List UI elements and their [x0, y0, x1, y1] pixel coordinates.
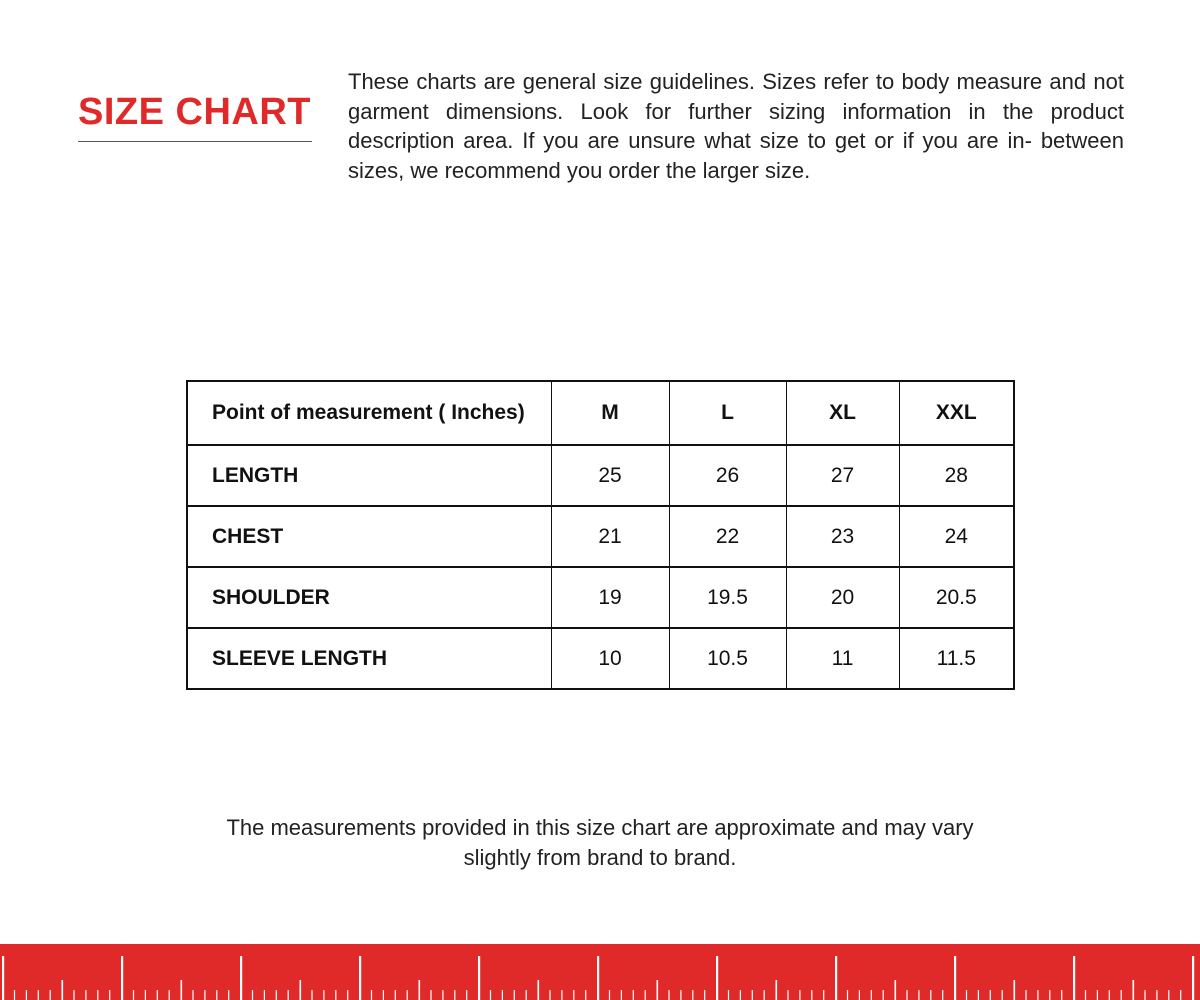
table-cell: 25: [551, 445, 669, 506]
title-underline: [78, 141, 312, 142]
ruler-tick: [657, 980, 659, 1000]
table-cell: 11.5: [899, 628, 1014, 689]
table-row: [187, 445, 1014, 506]
column-header-size-m: M: [551, 381, 669, 445]
ruler-tick: [1121, 990, 1122, 1000]
ruler-tick: [645, 990, 646, 1000]
ruler-tick: [109, 990, 110, 1000]
ruler-tick: [228, 990, 229, 1000]
ruler-tick: [847, 990, 848, 1000]
ruler-tick: [157, 990, 158, 1000]
ruler-tick: [942, 990, 943, 1000]
size-table: [186, 380, 1015, 690]
row-label: SLEEVE LENGTH: [187, 628, 551, 689]
ruler-tick: [395, 990, 396, 1000]
table-cell: 10.5: [669, 628, 786, 689]
ruler-tick: [561, 990, 562, 1000]
ruler-tick: [419, 980, 421, 1000]
ruler-tick: [835, 956, 837, 1000]
table-cell: 20: [786, 567, 899, 628]
column-header-size-xxl: XXL: [899, 381, 1014, 445]
ruler-tick: [240, 956, 242, 1000]
ruler-tick: [609, 990, 610, 1000]
ruler-tick: [502, 990, 503, 1000]
ruler-tick: [407, 990, 408, 1000]
ruler-tick: [966, 990, 967, 1000]
column-header-measurement: Point of measurement ( Inches): [187, 381, 551, 445]
ruler-tick: [335, 990, 336, 1000]
measuring-tape-ruler-icon: [0, 944, 1200, 1000]
table-cell: 28: [899, 445, 1014, 506]
ruler-tick: [1061, 990, 1062, 1000]
ruler-tick: [430, 990, 431, 1000]
ruler-tick: [264, 990, 265, 1000]
ruler-tick: [621, 990, 622, 1000]
ruler-tick: [585, 990, 586, 1000]
ruler-tick: [680, 990, 681, 1000]
ruler-tick: [895, 980, 897, 1000]
table-row: [187, 567, 1014, 628]
row-label: SHOULDER: [187, 567, 551, 628]
ruler-tick: [871, 990, 872, 1000]
ruler-tick: [1109, 990, 1110, 1000]
ruler-tick: [811, 990, 812, 1000]
ruler-tick: [490, 990, 491, 1000]
ruler-tick: [50, 990, 51, 1000]
table-cell: 10: [551, 628, 669, 689]
ruler-tick: [181, 980, 183, 1000]
ruler-tick: [918, 990, 919, 1000]
table-cell: 11: [786, 628, 899, 689]
page-title: SIZE CHART: [78, 91, 311, 133]
ruler-tick: [1180, 990, 1181, 1000]
ruler-tick: [930, 990, 931, 1000]
ruler-tick: [133, 990, 134, 1000]
ruler-tick: [1144, 990, 1145, 1000]
ruler-tick: [1097, 990, 1098, 1000]
ruler-tick: [192, 990, 193, 1000]
ruler-tick: [704, 990, 705, 1000]
ruler-tick: [252, 990, 253, 1000]
ruler-tick: [633, 990, 634, 1000]
ruler-tick: [347, 990, 348, 1000]
ruler-tick: [216, 990, 217, 1000]
ruler-tick: [514, 990, 515, 1000]
approximation-note: The measurements provided in this size chart are approximate and may vary slightly from brand to brand.: [226, 815, 974, 870]
ruler-tick: [276, 990, 277, 1000]
ruler-tick: [859, 990, 860, 1000]
ruler-tick: [1168, 990, 1169, 1000]
ruler-tick: [359, 956, 361, 1000]
ruler-tick: [466, 990, 467, 1000]
ruler-ticks: [0, 944, 1200, 1000]
table-row: [187, 628, 1014, 689]
column-header-size-xl: XL: [786, 381, 899, 445]
ruler-tick: [1014, 980, 1016, 1000]
ruler-tick: [26, 990, 27, 1000]
table-cell: 20.5: [899, 567, 1014, 628]
ruler-tick: [62, 980, 64, 1000]
ruler-tick: [454, 990, 455, 1000]
ruler-tick: [2, 956, 4, 1000]
ruler-tick: [204, 990, 205, 1000]
ruler-tick: [1025, 990, 1026, 1000]
ruler-tick: [1002, 990, 1003, 1000]
ruler-tick: [145, 990, 146, 1000]
column-header-size-l: L: [669, 381, 786, 445]
table-cell: 19.5: [669, 567, 786, 628]
ruler-tick: [776, 980, 778, 1000]
ruler-tick: [383, 990, 384, 1000]
ruler-tick: [787, 990, 788, 1000]
ruler-tick: [121, 956, 123, 1000]
ruler-tick: [954, 956, 956, 1000]
ruler-tick: [668, 990, 669, 1000]
ruler-tick: [1085, 990, 1086, 1000]
ruler-tick: [1133, 980, 1135, 1000]
table-cell: 19: [551, 567, 669, 628]
ruler-tick: [740, 990, 741, 1000]
ruler-tick: [300, 980, 302, 1000]
table-header-row: [187, 381, 1014, 445]
ruler-tick: [799, 990, 800, 1000]
size-guideline-intro: These charts are general size guidelines. Sizes refer to body measure and not garment dimensions. Look for further sizing information in the product description area. If you are unsure what size to get or if you are in- between sizes, we recommend you order the larger size.: [348, 69, 1124, 183]
ruler-tick: [1049, 990, 1050, 1000]
ruler-tick: [1073, 956, 1075, 1000]
ruler-tick: [169, 990, 170, 1000]
ruler-tick: [1037, 990, 1038, 1000]
ruler-tick: [823, 990, 824, 1000]
ruler-tick: [311, 990, 312, 1000]
ruler-tick: [906, 990, 907, 1000]
ruler-tick: [692, 990, 693, 1000]
ruler-tick: [97, 990, 98, 1000]
ruler-tick: [990, 990, 991, 1000]
ruler-tick: [883, 990, 884, 1000]
row-label: LENGTH: [187, 445, 551, 506]
table-cell: 21: [551, 506, 669, 567]
ruler-tick: [716, 956, 718, 1000]
ruler-tick: [1156, 990, 1157, 1000]
ruler-tick: [752, 990, 753, 1000]
ruler-tick: [85, 990, 86, 1000]
ruler-tick: [288, 990, 289, 1000]
title-block: [78, 88, 312, 142]
ruler-tick: [73, 990, 74, 1000]
ruler-tick: [442, 990, 443, 1000]
table-cell: 23: [786, 506, 899, 567]
ruler-tick: [978, 990, 979, 1000]
ruler-tick: [549, 990, 550, 1000]
ruler-tick: [764, 990, 765, 1000]
ruler-tick: [38, 990, 39, 1000]
ruler-tick: [14, 990, 15, 1000]
ruler-tick: [538, 980, 540, 1000]
ruler-tick: [526, 990, 527, 1000]
table-row: [187, 506, 1014, 567]
ruler-tick: [1192, 956, 1194, 1000]
table-cell: 26: [669, 445, 786, 506]
ruler-tick: [597, 956, 599, 1000]
table-cell: 27: [786, 445, 899, 506]
ruler-tick: [323, 990, 324, 1000]
ruler-tick: [573, 990, 574, 1000]
ruler-tick: [478, 956, 480, 1000]
ruler-tick: [728, 990, 729, 1000]
row-label: CHEST: [187, 506, 551, 567]
table-cell: 22: [669, 506, 786, 567]
table-cell: 24: [899, 506, 1014, 567]
ruler-tick: [371, 990, 372, 1000]
